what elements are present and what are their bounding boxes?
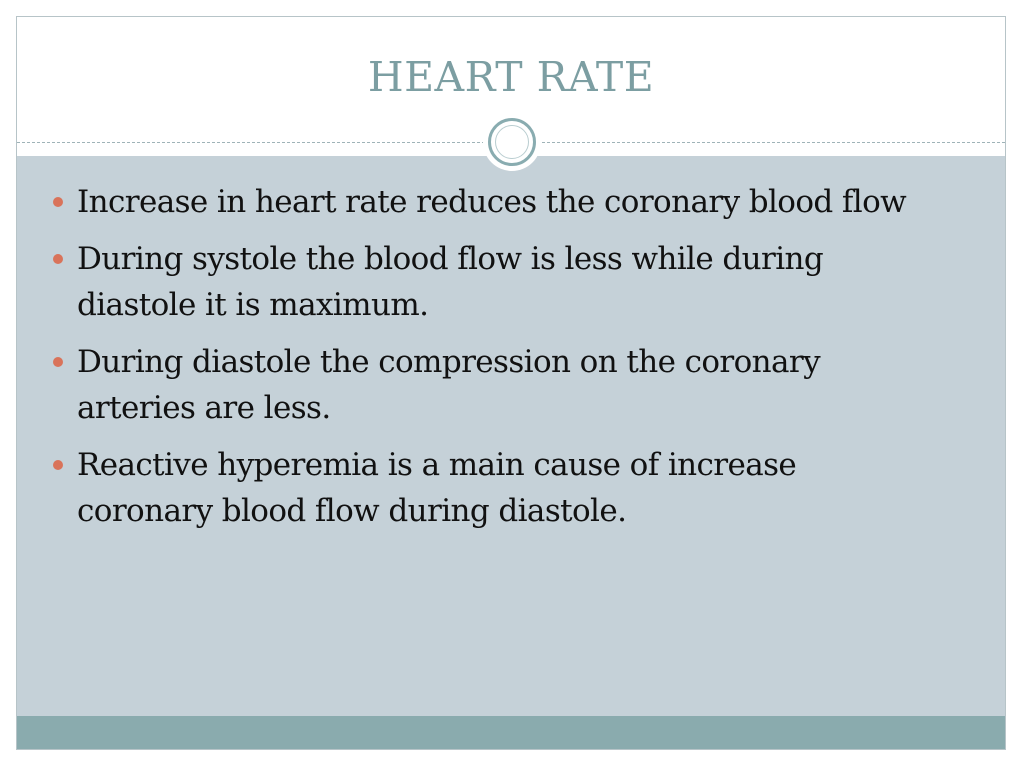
- bullet-item: [53, 179, 913, 225]
- bullet-dot-icon: [53, 357, 63, 367]
- bullet-item: [53, 236, 913, 328]
- bullet-item: [53, 442, 913, 534]
- bullet-text: Reactive hyperemia is a main cause of increase coronary blood flow during diastole.: [77, 447, 797, 529]
- bullet-text: During diastole the compression on the coronary arteries are less.: [77, 344, 821, 426]
- bullet-item: [53, 339, 913, 431]
- ornament-ring: [488, 118, 536, 166]
- slide: [16, 16, 1006, 750]
- bullet-dot-icon: [53, 460, 63, 470]
- ornament-inner-ring: [495, 125, 529, 159]
- bullet-text: During systole the blood flow is less while during diastole it is maximum.: [77, 241, 824, 323]
- bullet-dot-icon: [53, 254, 63, 264]
- footer-band: [17, 716, 1005, 750]
- bullet-text: Increase in heart rate reduces the coronary blood flow: [77, 184, 907, 220]
- bullet-list: [53, 179, 913, 545]
- slide-title: HEART RATE: [367, 53, 655, 101]
- bullet-dot-icon: [53, 197, 63, 207]
- circle-ornament-icon: [483, 113, 541, 171]
